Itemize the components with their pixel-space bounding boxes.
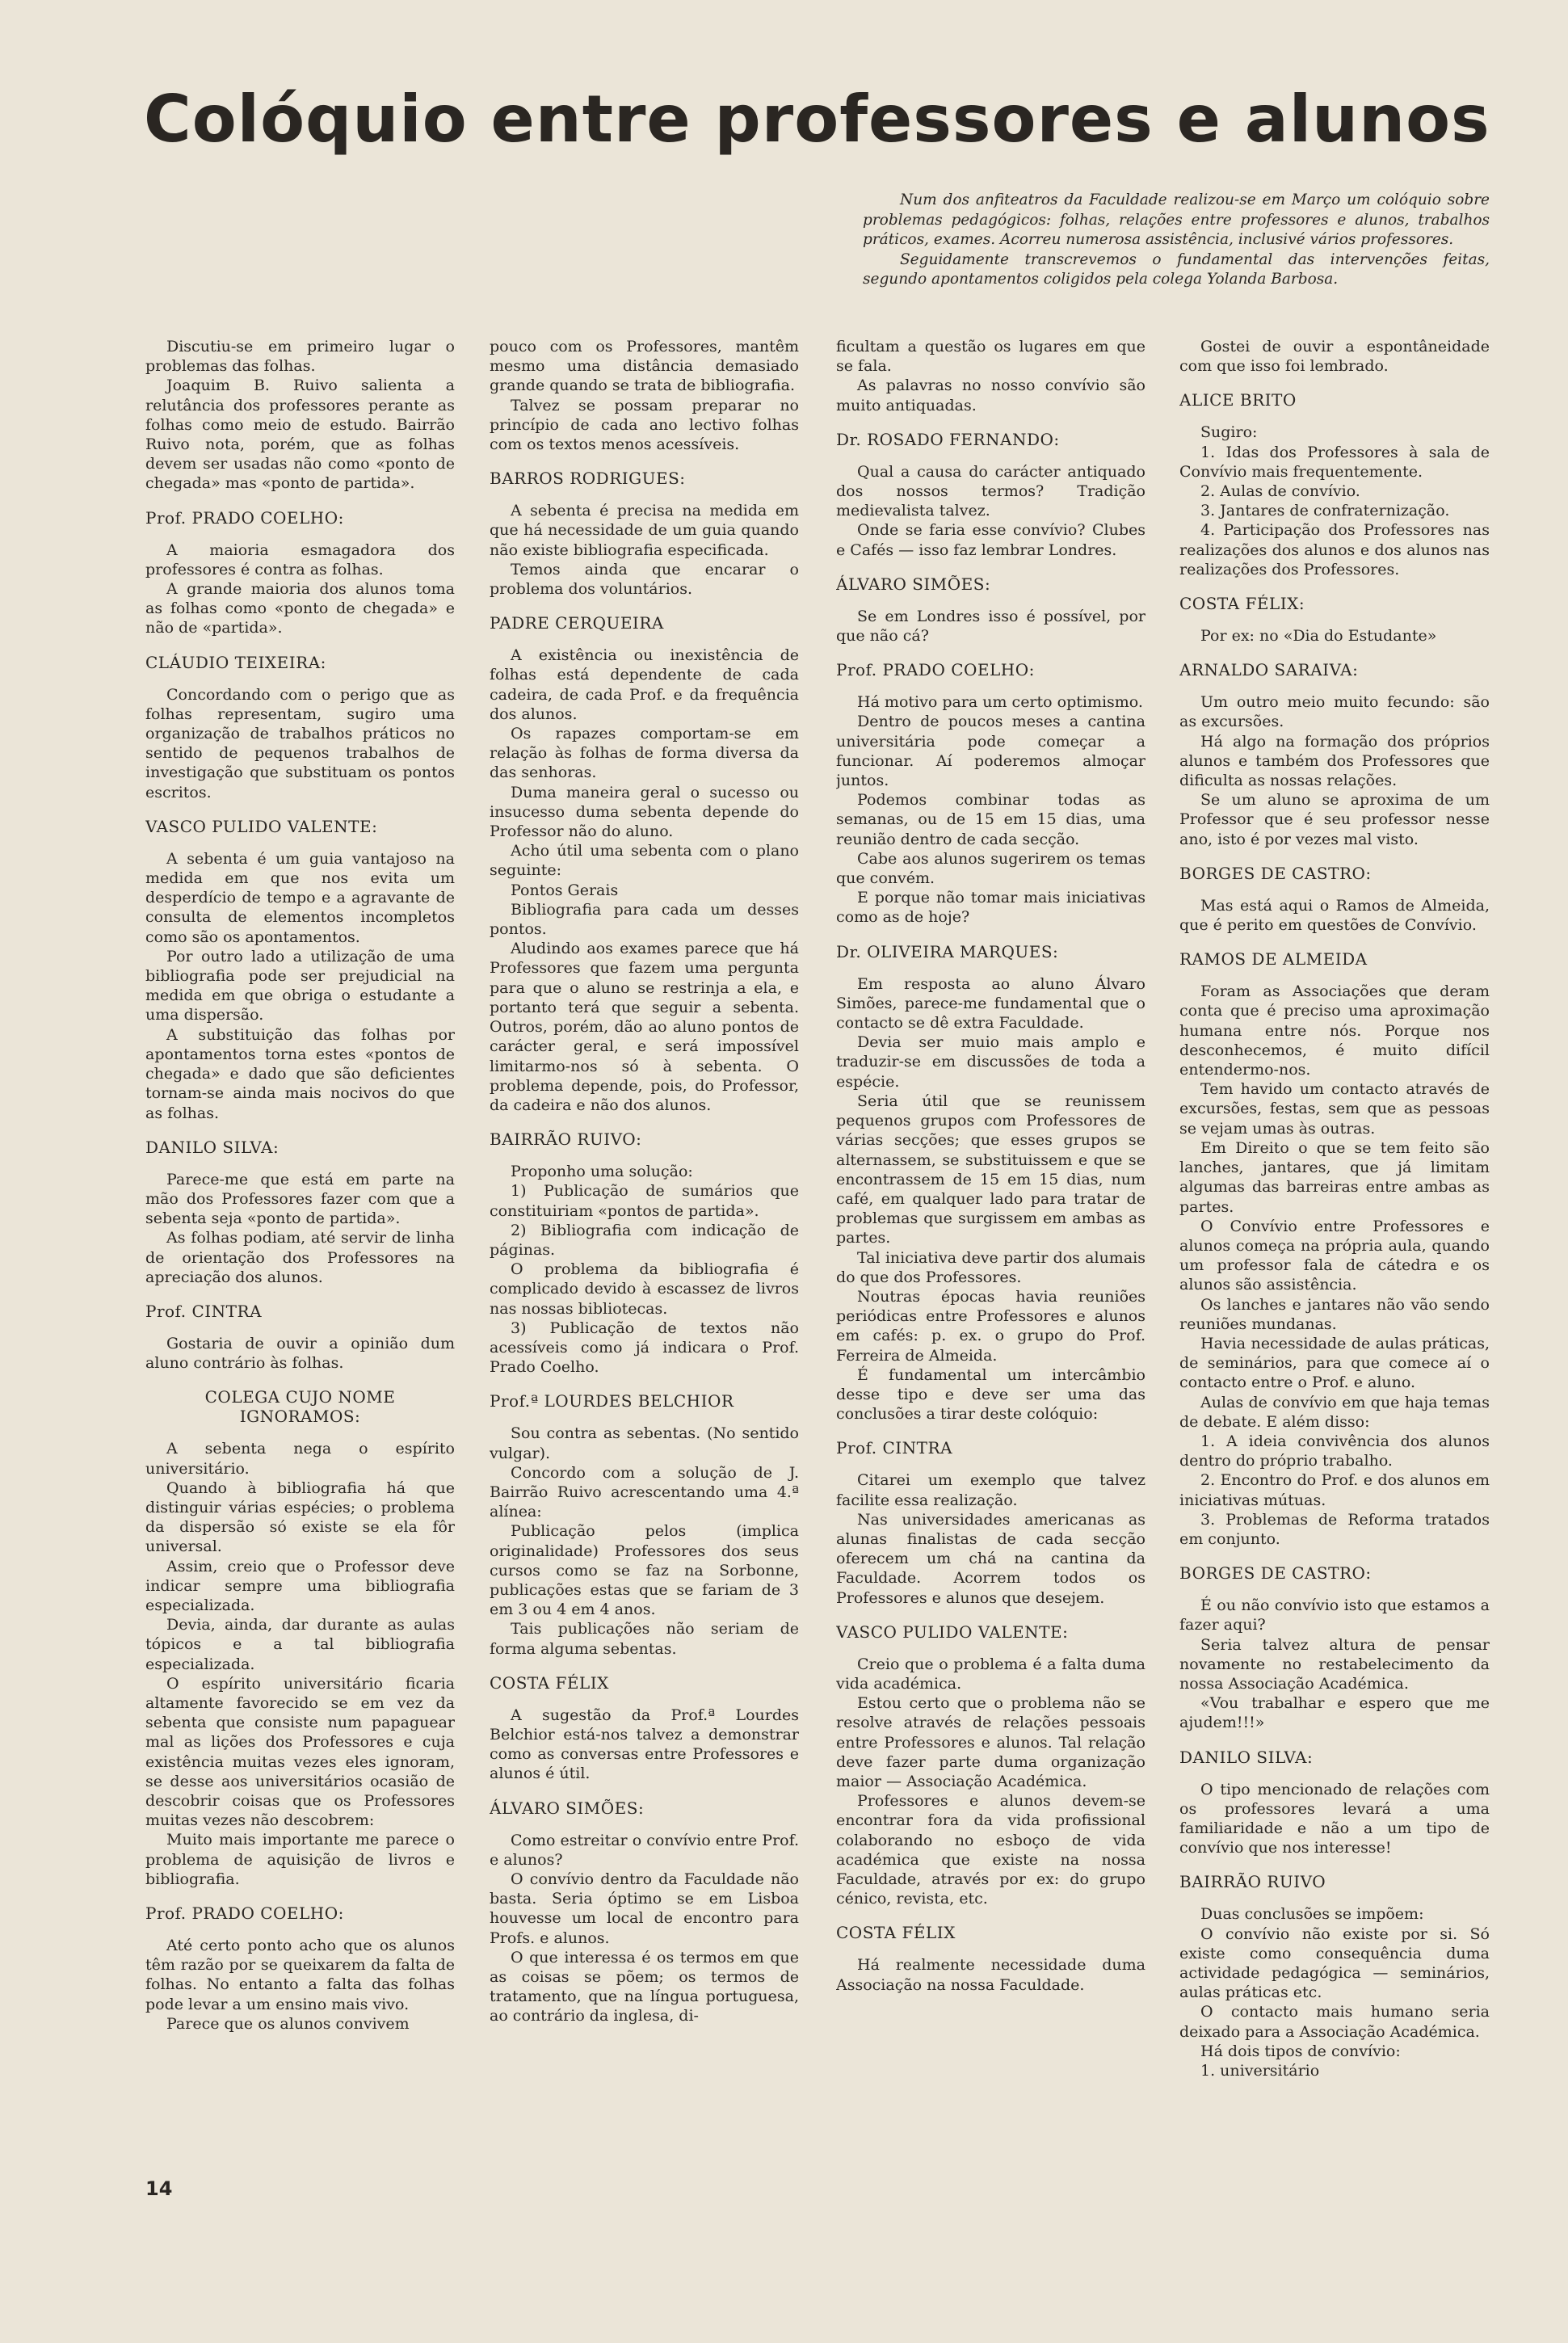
paragraph: A sebenta é precisa na medida em que há necessidade de um guia quando não existe bibliografia especificada.: [490, 502, 799, 559]
list-item: 2. Encontro do Prof. e dos alunos em iniciativas mútuas.: [1179, 1471, 1490, 1509]
paragraph: O problema da bibliografia é complicado devido à escassez de livros nas nossas bibliotecas.: [490, 1260, 799, 1318]
paragraph: É fundamental um intercâmbio desse tipo e deve ser uma das conclusões a tirar deste colóquio:: [836, 1365, 1146, 1424]
paragraph: 2) Bibliografia com indicação de páginas.: [490, 1221, 799, 1259]
paragraph: Tal iniciativa deve partir dos alumais do que dos Professores.: [836, 1248, 1146, 1286]
list-item: 2. Aulas de convívio.: [1200, 482, 1360, 501]
paragraph: Assim, creio que o Professor deve indicar sempre uma bibliografia especializada.: [145, 1557, 455, 1614]
paragraph: O tipo mencionado de relações com os professores levará a uma familiaridade e não a um tipo de convívio que nos interesse!: [1179, 1780, 1490, 1857]
paragraph: Os rapazes comportam-se em relação às folhas de forma diversa da das senhoras.: [490, 725, 799, 782]
paragraph: Os lanches e jantares não vão sendo reuniões mundanas.: [1179, 1295, 1490, 1333]
intro-paragraph: Num dos anfiteatros da Faculdade realizou-se em Março um colóquio sobre problemas pedagógicos: folhas, relações entre professores e alunos, trabalhos práticos, exames. Acorreu numerosa assistência, inclusivé vários professores.: [863, 191, 1490, 248]
speaker-heading: ÁLVARO SIMÕES:: [836, 574, 991, 594]
paragraph: As folhas podiam, até servir de linha de orientação dos Professores na apreciação dos alunos.: [145, 1229, 455, 1286]
paragraph: Um outro meio muito fecundo: são as excursões.: [1179, 693, 1490, 731]
speaker-heading: VASCO PULIDO VALENTE:: [836, 1622, 1069, 1642]
paragraph: Seria útil que se reunissem pequenos grupos com Professores de várias secções; que esses grupos se alternassem, se substituissem e que se encontrassem de 15 em 15 dias, num café, em qualquer lado para tratar de problemas que surgissem em ambas as partes.: [836, 1092, 1146, 1247]
speaker-heading: DANILO SILVA:: [145, 1137, 280, 1157]
paragraph: O convívio não existe por si. Só existe como consequência duma actividade pedagógica — seminários, aulas práticas etc.: [1179, 1924, 1490, 2002]
paragraph: Em Direito o que se tem feito são lanches, jantares, que já limitam algumas das barreiras entre ambas as partes.: [1179, 1138, 1490, 1216]
list-item: 4. Participação dos Professores nas realizações dos alunos e dos alunos nas realizações dos Professores.: [1179, 521, 1490, 578]
paragraph: Parece que os alunos convivem: [166, 2014, 410, 2033]
paragraph: Podemos combinar todas as semanas, ou de 15 em 15 dias, uma reunião dentro de cada secção.: [836, 791, 1146, 848]
speaker-heading: COSTA FÉLIX: [836, 1923, 956, 1943]
speaker-heading: COSTA FÉLIX: [490, 1672, 609, 1693]
speaker-heading: CLÁUDIO TEIXEIRA:: [145, 652, 326, 672]
paragraph: Se um aluno se aproxima de um Professor que é seu professor nesse ano, isto é por vezes mal visto.: [1179, 791, 1490, 848]
paragraph: Duma maneira geral o sucesso ou insucesso duma sebenta depende do Professor não do aluno.: [490, 783, 799, 841]
speaker-heading: BARROS RODRIGUES:: [490, 469, 686, 489]
paragraph: Há algo na formação dos próprios alunos e também dos Professores que dificulta as nossas relações.: [1179, 732, 1490, 790]
paragraph: Há realmente necessidade duma Associação na nossa Faculdade.: [836, 1956, 1146, 1994]
paragraph: Temos ainda que encarar o problema dos voluntários.: [490, 560, 799, 599]
text-column-1: [145, 337, 455, 2171]
paragraph: Tais publicações não seriam de forma alguma sebentas.: [490, 1620, 799, 1658]
paragraph: Tem havido um contacto através de excursões, festas, sem que as pessoas se vejam umas às outras.: [1179, 1080, 1490, 1138]
paragraph: É ou não convívio isto que estamos a fazer aqui?: [1179, 1596, 1490, 1634]
paragraph: Proponho uma solução:: [511, 1163, 693, 1181]
paragraph: Talvez se possam preparar no princípio de cada ano lectivo folhas com os textos menos acessíveis.: [490, 396, 799, 454]
speaker-heading: Prof. PRADO COELHO:: [836, 660, 1035, 680]
paragraph: Há dois tipos de convívio:: [1200, 2042, 1401, 2060]
paragraph: Por outro lado a utilização de uma bibliografia pode ser prejudicial na medida em que obriga o estudante a uma dispersão.: [145, 947, 455, 1024]
paragraph: 3) Publicação de textos não acessíveis como já indicara o Prof. Prado Coelho.: [490, 1319, 799, 1377]
paragraph: 1) Publicação de sumários que constituiriam «pontos de partida».: [490, 1182, 799, 1220]
paragraph: Mas está aqui o Ramos de Almeida, que é perito em questões de Convívio.: [1179, 896, 1490, 935]
paragraph: Onde se faria esse convívio? Clubes e Cafés — isso faz lembrar Londres.: [836, 521, 1146, 559]
paragraph: Nas universidades americanas as alunas finalistas de cada secção oferecem um chá na cantina da Faculdade. Acorrem todos os Professores e alunos que desejem.: [836, 1510, 1146, 1607]
paragraph: Havia necessidade de aulas práticas, de seminários, para que comece aí o contacto entre o Prof. e aluno.: [1179, 1334, 1490, 1392]
speaker-heading: BAIRRÃO RUIVO: [1179, 1872, 1326, 1892]
paragraph: ficultam a questão os lugares em que se fala.: [836, 338, 1146, 376]
paragraph: Dentro de poucos meses a cantina universitária pode começar a funcionar. Aí poderemos almoçar juntos.: [836, 713, 1146, 790]
speaker-heading: BORGES DE CASTRO:: [1179, 863, 1372, 883]
paragraph: Muito mais importante me parece o problema de aquisição de livros e bibliografia.: [145, 1831, 455, 1888]
text-column-3: [836, 337, 1146, 2171]
speaker-heading: Prof. CINTRA: [145, 1301, 263, 1321]
text-column-4: [1179, 337, 1490, 2171]
speaker-heading: Dr. ROSADO FERNANDO:: [836, 429, 1060, 449]
paragraph: A grande maioria dos alunos toma as folhas como «ponto de chegada» e não de «partida».: [145, 580, 455, 637]
paragraph: Devia, ainda, dar durante as aulas tópicos e a tal bibliografia especializada.: [145, 1616, 455, 1673]
speaker-heading: COSTA FÉLIX:: [1179, 594, 1305, 614]
paragraph: O convívio dentro da Faculdade não basta. Seria óptimo se em Lisboa houvesse um local de encontro para Profs. e alunos.: [490, 1870, 799, 1947]
speaker-heading: Dr. OLIVEIRA MARQUES:: [836, 941, 1059, 961]
paragraph: O Convívio entre Professores e alunos começa na própria aula, quando um professor fala de cátedra e os alunos são assistência.: [1179, 1217, 1490, 1294]
paragraph: Até certo ponto acho que os alunos têm razão por se queixarem da falta de folhas. No entanto a falta das folhas pode levar a um ensino mais vivo.: [145, 1937, 455, 2013]
speaker-heading: Prof.ª LOURDES BELCHIOR: [490, 1391, 734, 1411]
paragraph: Há motivo para um certo optimismo.: [857, 693, 1143, 712]
paragraph: Estou certo que o problema não se resolve através de relações pessoais entre Professores e alunos. Tal relação deve fazer parte duma organização maior — Associação Académica.: [836, 1694, 1146, 1790]
paragraph: Qual a causa do carácter antiquado dos nossos termos? Tradição medievalista talvez.: [836, 462, 1146, 520]
list-item: 1. A ideia convivência dos alunos dentro do próprio trabalho.: [1179, 1432, 1490, 1470]
paragraph: Concordo com a solução de J. Bairrão Ruivo acrescentando uma 4.ª alínea:: [490, 1463, 799, 1521]
list-item: 1. Idas dos Professores à sala de Convívio mais frequentemente.: [1179, 443, 1490, 481]
paragraph: E porque não tomar mais iniciativas como as de hoje?: [836, 889, 1146, 927]
speaker-heading: Prof. PRADO COELHO:: [145, 507, 344, 528]
paragraph: A sugestão da Prof.ª Lourdes Belchior está-nos talvez a demonstrar como as conversas entre Professores e alunos é útil.: [490, 1706, 799, 1783]
paragraph: Duas conclusões se impõem:: [1200, 1905, 1424, 1924]
paragraph: Aulas de convívio em que haja temas de debate. E além disso:: [1179, 1393, 1490, 1431]
paragraph: Se em Londres isso é possível, por que não cá?: [836, 607, 1146, 646]
paragraph: Gostei de ouvir a espontâneidade com que isso foi lembrado.: [1179, 338, 1490, 376]
speaker-heading: Prof. PRADO COELHO:: [145, 1903, 344, 1923]
paragraph: Parece-me que está em parte na mão dos Professores fazer com que a sebenta seja «ponto de partida».: [145, 1170, 455, 1228]
article-intro: [863, 191, 1490, 290]
list-item: 3. Problemas de Reforma tratados em conjunto.: [1179, 1510, 1490, 1548]
paragraph: Gostaria de ouvir a opinião dum aluno contrário às folhas.: [145, 1334, 455, 1373]
paragraph: A sebenta nega o espírito universitário.: [145, 1440, 455, 1478]
paragraph: Publicação pelos (implica originalidade) Professores dos seus cursos como se faz na Sorbonne, publicações estas que se fariam de 3 em 3 ou 4 em 4 anos.: [490, 1522, 799, 1619]
paragraph: Joaquim B. Ruivo salienta a relutância dos professores perante as folhas como meio de estudo. Bairrão Ruivo nota, porém, que as folhas devem ser usadas não como «ponto de chegada» mas «ponto de partida».: [145, 376, 455, 493]
speaker-heading: RAMOS DE ALMEIDA: [1179, 949, 1368, 970]
paragraph: A substituição das folhas por apontamentos torna estes «pontos de chegada» e dado que são deficientes tornam-se ainda mais nocivos do que as folhas.: [145, 1025, 455, 1122]
paragraph: Acho útil uma sebenta com o plano seguinte:: [490, 842, 799, 880]
paragraph: Noutras épocas havia reuniões periódicas entre Professores e alunos em cafés: p. ex. o grupo do Prof. Ferreira de Almeida.: [836, 1287, 1146, 1365]
paragraph: Citarei um exemplo que talvez facilite essa realização.: [836, 1471, 1146, 1509]
intro-paragraph: Seguidamente transcrevemos o fundamental das intervenções feitas, segundo apontamentos coligidos pela colega Yolanda Barbosa.: [863, 250, 1490, 288]
paragraph: Foram as Associações que deram conta que é preciso uma aproximação humana entre nós. Porque nos desconhecemos, é muito difícil entendermo-nos.: [1179, 982, 1490, 1079]
paragraph: «Vou trabalhar e espero que me ajudem!!!»: [1179, 1694, 1490, 1732]
paragraph: Bibliografia para cada um desses pontos.: [490, 900, 799, 939]
paragraph: O que interessa é os termos em que as coisas se põem; os termos de tratamento, que na língua portuguesa, ao contrário da inglesa, di-: [490, 1948, 799, 2025]
paragraph: Por ex: no «Dia do Estudante»: [1200, 627, 1437, 646]
list-item: 1. universitário: [1200, 2062, 1320, 2080]
paragraph: Em resposta ao aluno Álvaro Simões, parece-me fundamental que o contacto se dê extra Faculdade.: [836, 974, 1146, 1033]
paragraph: Aludindo aos exames parece que há Professores que fazem uma pergunta para que o aluno se restrinja a ela, e portanto terá que seguir a sebenta. Outros, porém, dão ao aluno pontos de carácter geral, e será impossível limitarmo-nos só à sebenta. O problema depende, pois, do Professor, da cadeira e não dos alunos.: [490, 940, 799, 1114]
article-title: Colóquio entre professores e alunos: [144, 82, 1490, 157]
paragraph: Devia ser muio mais amplo e traduzir-se em discussões de toda a espécie.: [836, 1033, 1146, 1091]
paragraph: Discutiu-se em primeiro lugar o problemas das folhas.: [145, 338, 455, 376]
speaker-heading: BAIRRÃO RUIVO:: [490, 1129, 642, 1150]
speaker-heading: PADRE CERQUEIRA: [490, 613, 664, 633]
paragraph: Como estreitar o convívio entre Prof. e alunos?: [490, 1831, 799, 1869]
page-number: 14: [145, 2177, 173, 2200]
paragraph: Quando à bibliografia há que distinguir várias espécies; o problema da dispersão só existe se ela fôr universal.: [145, 1479, 455, 1556]
paragraph: Concordando com o perigo que as folhas representam, sugiro uma organização de trabalhos práticos no sentido de pequenos trabalhos de investigação que substituam os pontos escritos.: [145, 685, 455, 801]
paragraph: Creio que o problema é a falta duma vida académica.: [836, 1655, 1146, 1693]
speaker-heading: ALICE BRITO: [1179, 390, 1297, 410]
speaker-heading: VASCO PULIDO VALENTE:: [145, 816, 378, 836]
paragraph: Seria talvez altura de pensar novamente no restabelecimento da nossa Associação Académica.: [1179, 1635, 1490, 1693]
speaker-heading: ARNALDO SARAIVA:: [1179, 660, 1359, 680]
paragraph: Sou contra as sebentas. (No sentido vulgar).: [490, 1424, 799, 1462]
paragraph: O espírito universitário ficaria altamente favorecido se em vez da sebenta que consiste num papaguear mal as lições dos Professores e cuja existência muitas vezes eles ignoram, se desse aos universitários ocasião de descobrir coisas que os Professores muitas vezes não descobrem:: [145, 1674, 455, 1830]
paragraph: Cabe aos alunos sugerirem os temas que convém.: [836, 849, 1146, 888]
paragraph: Pontos Gerais: [511, 881, 619, 899]
speaker-heading: COLEGA CUJO NOME IGNORAMOS:: [204, 1387, 396, 1427]
paragraph: A existência ou inexistência de folhas está dependente de cada cadeira, de cada Prof. e da frequência dos alunos.: [490, 646, 799, 723]
text-column-2: [490, 337, 799, 2171]
list-item: 3. Jantares de confraternização.: [1200, 502, 1450, 520]
paragraph: A maioria esmagadora dos professores é contra as folhas.: [145, 541, 455, 578]
paragraph: Sugiro:: [1200, 423, 1258, 442]
speaker-heading: BORGES DE CASTRO:: [1179, 1563, 1372, 1584]
paragraph: Professores e alunos devem-se encontrar fora da vida profissional colaborando no esboço de vida académica que existe na nossa Faculdade, através por ex: do grupo cénico, revista, etc.: [836, 1792, 1146, 1908]
speaker-heading: Prof. CINTRA: [836, 1438, 953, 1458]
speaker-heading: ÁLVARO SIMÕES:: [490, 1798, 645, 1818]
paragraph: pouco com os Professores, mantêm mesmo uma distância demasiado grande quando se trata de bibliografia.: [490, 338, 799, 395]
paragraph: A sebenta é um guia vantajoso na medida em que nos evita um desperdício de tempo e a agravante de consulta de elementos incompletos como são os apontamentos.: [145, 849, 455, 946]
paragraph: As palavras no nosso convívio são muito antiquadas.: [836, 376, 1146, 414]
speaker-heading: DANILO SILVA:: [1179, 1747, 1314, 1767]
paragraph: O contacto mais humano seria deixado para a Associação Académica.: [1179, 2003, 1490, 2041]
